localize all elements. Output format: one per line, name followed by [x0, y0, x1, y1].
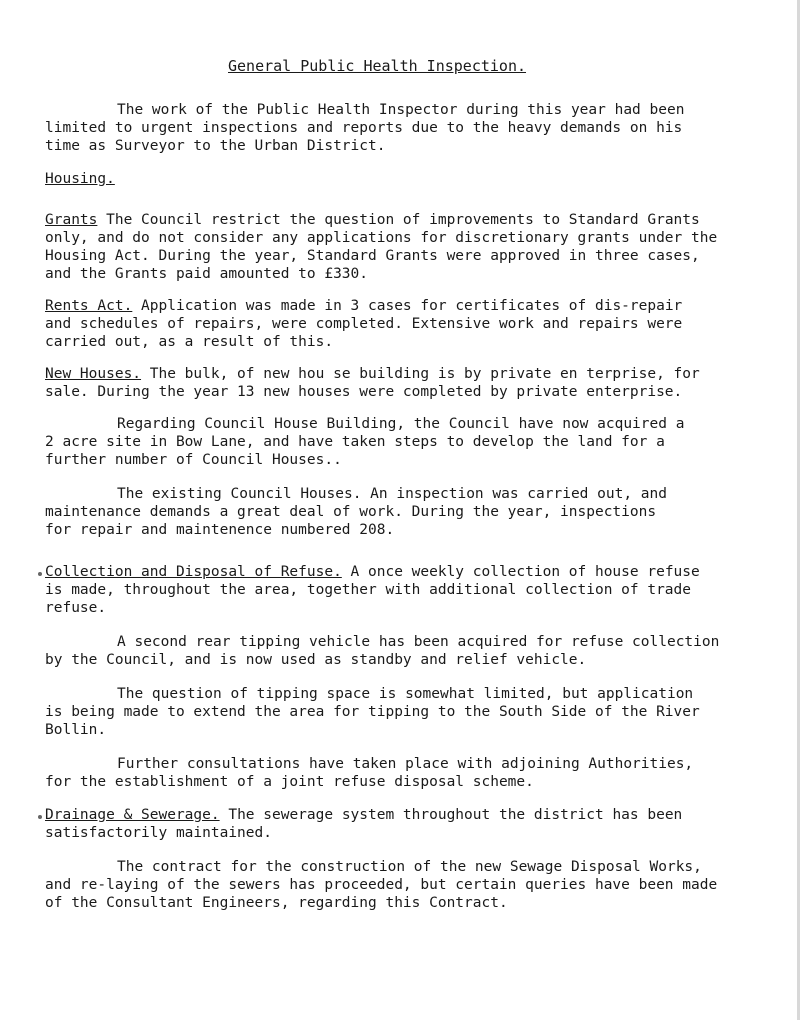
- tipping-space-paragraph: [45, 685, 700, 739]
- text-line: of the Consultant Engineers, regarding this Contract.: [45, 895, 508, 911]
- text-line: The contract for the construction of the new Sewage Disposal Works,: [117, 859, 702, 875]
- text-line: A second rear tipping vehicle has been acquired for refuse collection: [117, 634, 720, 650]
- new-houses-heading: New Houses.: [45, 366, 142, 382]
- sewage-works-paragraph: [45, 858, 717, 912]
- refuse-paragraph: [45, 563, 700, 617]
- text-line: Regarding Council House Building, the Council have now acquired a: [117, 416, 685, 432]
- margin-mark: [38, 572, 42, 576]
- drainage-heading: Drainage & Sewerage.: [45, 807, 220, 823]
- tipping-vehicle-paragraph: [45, 633, 719, 669]
- text-line: The work of the Public Health Inspector during this year had been: [117, 102, 685, 118]
- text-line: 2 acre site in Bow Lane, and have taken steps to develop the land for a: [45, 434, 665, 450]
- text-line: Housing Act. During the year, Standard Grants were approved in three cases,: [45, 248, 700, 264]
- text-line: for repair and maintenence numbered 208.: [45, 522, 395, 538]
- text-line: refuse.: [45, 600, 107, 616]
- rents-act-paragraph: [45, 297, 682, 351]
- new-houses-paragraph: [45, 365, 700, 401]
- text-line: The Council restrict the question of improvements to Standard Grants: [97, 212, 700, 228]
- page-title: General Public Health Inspection.: [228, 57, 527, 75]
- text-line: time as Surveyor to the Urban District.: [45, 138, 386, 154]
- text-line: and the Grants paid amounted to £330.: [45, 266, 369, 282]
- text-line: and schedules of repairs, were completed. Extensive work and repairs were: [45, 316, 683, 332]
- text-line: The question of tipping space is somewhat limited, but application: [117, 686, 694, 702]
- text-line: by the Council, and is now used as standby and relief vehicle.: [45, 652, 587, 668]
- text-line: further number of Council Houses..: [45, 452, 342, 468]
- text-line: only, and do not consider any applications for discretionary grants under the: [45, 230, 718, 246]
- text-line: The bulk, of new hou se building is by private en terprise, for: [141, 366, 700, 382]
- text-line: is being made to extend the area for tipping to the South Side of the River: [45, 704, 700, 720]
- text-line: The existing Council Houses. An inspection was carried out, and: [117, 486, 667, 502]
- text-line: limited to urgent inspections and reports due to the heavy demands on his: [45, 120, 683, 136]
- grants-heading: Grants: [45, 212, 98, 228]
- text-line: The sewerage system throughout the district has been: [219, 807, 683, 823]
- council-building-paragraph: [45, 415, 684, 469]
- text-line: maintenance demands a great deal of work. During the year, inspections: [45, 504, 657, 520]
- existing-houses-paragraph: [45, 485, 667, 539]
- text-line: Application was made in 3 cases for certificates of dis-repair: [132, 298, 683, 314]
- text-line: carried out, as a result of this.: [45, 334, 334, 350]
- intro-paragraph: [45, 101, 684, 155]
- grants-paragraph: [45, 211, 717, 283]
- margin-mark: [38, 815, 42, 819]
- text-line: Bollin.: [45, 722, 107, 738]
- housing-heading: Housing.: [45, 171, 115, 187]
- text-line: satisfactorily maintained.: [45, 825, 272, 841]
- text-line: for the establishment of a joint refuse disposal scheme.: [45, 774, 534, 790]
- text-line: sale. During the year 13 new houses were completed by private enterprise.: [45, 384, 683, 400]
- rents-act-heading: Rents Act.: [45, 298, 133, 314]
- refuse-heading: Collection and Disposal of Refuse.: [45, 564, 342, 580]
- drainage-paragraph: [45, 806, 682, 842]
- consultations-paragraph: [45, 755, 693, 791]
- text-line: is made, throughout the area, together with additional collection of trade: [45, 582, 692, 598]
- text-line: and re-laying of the sewers has proceeded, but certain queries have been made: [45, 877, 718, 893]
- text-line: Further consultations have taken place with adjoining Authorities,: [117, 756, 694, 772]
- text-line: A once weekly collection of house refuse: [341, 564, 700, 580]
